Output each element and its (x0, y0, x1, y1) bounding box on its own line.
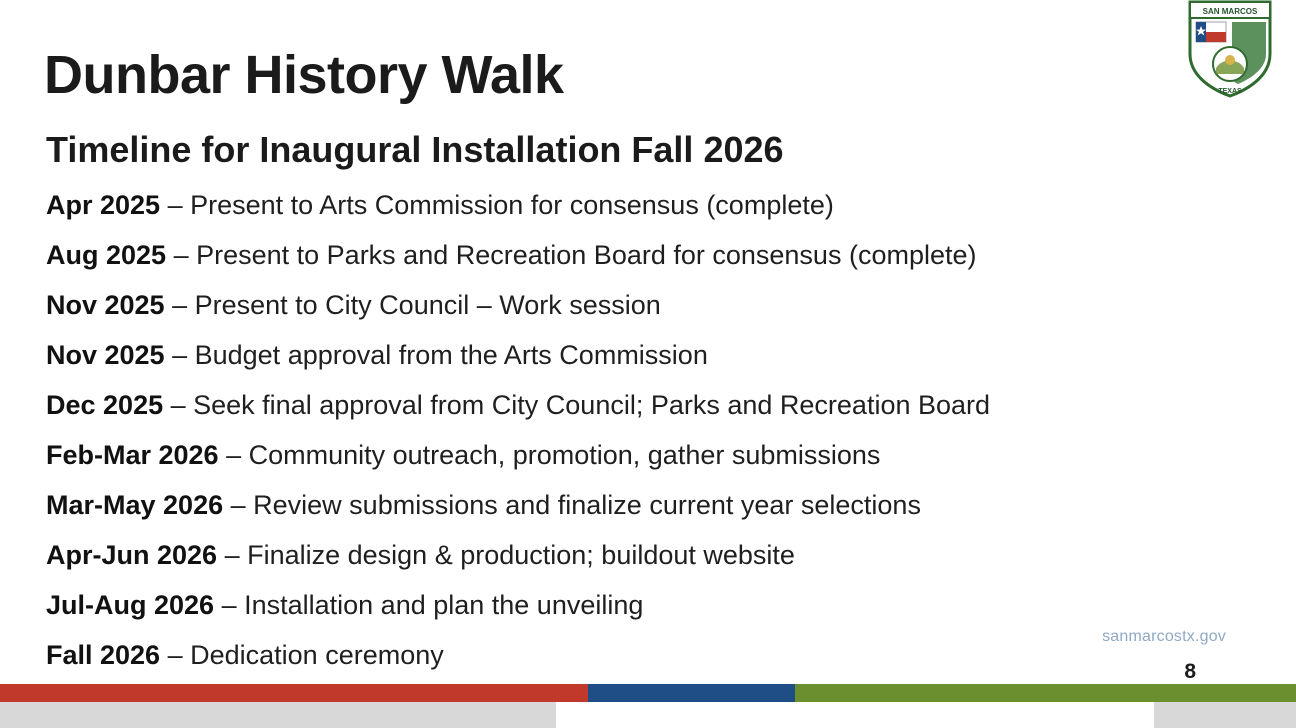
timeline-description: – Budget approval from the Arts Commission (172, 340, 708, 370)
list-item (46, 180, 1266, 230)
city-seal-logo (1182, 0, 1278, 100)
timeline-description: – Seek final approval from City Council; Parks and Recreation Board (170, 390, 991, 420)
timeline-period: Nov 2025 (46, 290, 165, 320)
svg-text:SAN MARCOS: SAN MARCOS (1202, 7, 1258, 16)
footer-bar-green (795, 684, 1296, 702)
footer-bar-red (0, 684, 588, 702)
footer-color-bars (0, 684, 1296, 702)
timeline-period: Dec 2025 (46, 390, 164, 420)
timeline-description: – Present to Arts Commission for consensus (complete) (167, 190, 834, 220)
timeline-period: Nov 2025 (46, 340, 165, 370)
timeline-description: – Present to Parks and Recreation Board for consensus (complete) (173, 240, 977, 270)
list-item (46, 380, 1266, 430)
list-item (46, 230, 1266, 280)
timeline-period: Apr-Jun 2026 (46, 540, 218, 570)
list-item (46, 630, 1266, 680)
timeline-description: – Community outreach, promotion, gather submissions (226, 440, 881, 470)
edge-shadow-right (1154, 702, 1296, 728)
list-item (46, 430, 1266, 480)
website-url: sanmarcostx.gov (1102, 628, 1226, 645)
timeline-period: Apr 2025 (46, 190, 161, 220)
list-item (46, 530, 1266, 580)
timeline-description: – Installation and plan the unveiling (221, 590, 644, 620)
timeline-description: – Present to City Council – Work session (172, 290, 661, 320)
list-item (46, 480, 1266, 530)
edge-shadow-left (0, 702, 556, 728)
list-item (46, 580, 1266, 630)
timeline-period: Jul-Aug 2026 (46, 590, 215, 620)
page-number: 8 (1184, 660, 1196, 683)
timeline-description: – Dedication ceremony (167, 640, 444, 670)
timeline-description: – Finalize design & production; buildout website (224, 540, 795, 570)
page-subtitle: Timeline for Inaugural Installation Fall 2026 (46, 128, 784, 170)
timeline-period: Aug 2025 (46, 240, 167, 270)
timeline-list (46, 180, 1266, 680)
timeline-period: Feb-Mar 2026 (46, 440, 219, 470)
slide-edge-strip (0, 702, 1296, 728)
list-item (46, 280, 1266, 330)
timeline-description: – Review submissions and finalize current year selections (230, 490, 921, 520)
list-item (46, 330, 1266, 380)
timeline-period: Mar-May 2026 (46, 490, 224, 520)
page-title: Dunbar History Walk (44, 45, 564, 106)
svg-text:TEXAS: TEXAS (1218, 88, 1242, 95)
timeline-period: Fall 2026 (46, 640, 161, 670)
footer-bar-blue (588, 684, 795, 702)
